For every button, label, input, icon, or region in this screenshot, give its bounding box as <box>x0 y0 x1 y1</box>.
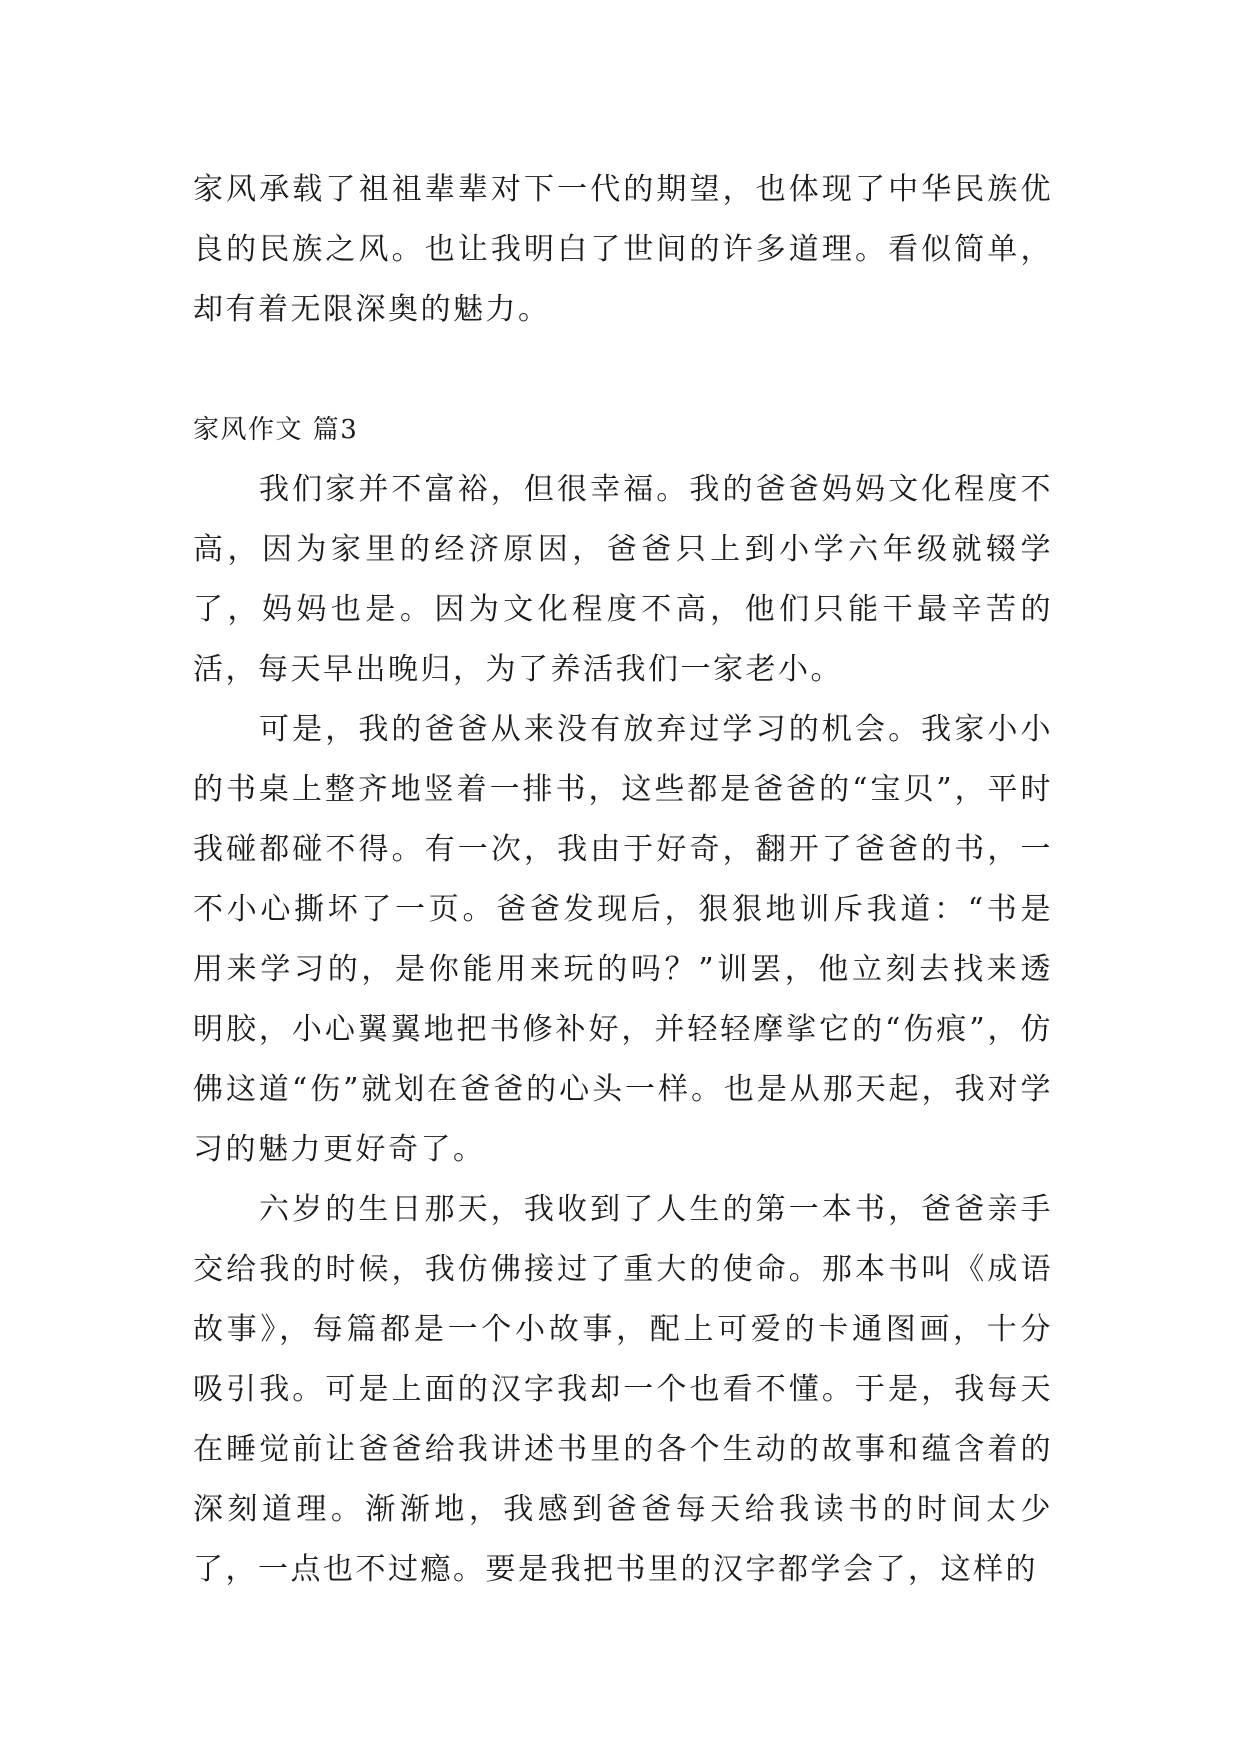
body-paragraph-2: 可是，我的爸爸从来没有放弃过学习的机会。我家小小的书桌上整齐地竖着一排书，这些都是爸爸的“宝贝”，平时我碰都碰不得。有一次，我由于好奇，翻开了爸爸的书，一不小心撕坏了一页。爸爸发现后，狠狠地训斥我道：“书是用来学习的，是你能用来玩的吗？”训罢，他立刻去找来透明胶，小心翼翼地把书修补好，并轻轻摩挲它的“伤痕”，仿佛这道“伤”就划在爸爸的心头一样。也是从那天起，我对学习的魅力更好奇了。 <box>193 712 1053 1167</box>
section-title: 家风作文 篇3 <box>193 415 359 445</box>
document-body <box>193 160 1053 1600</box>
body-paragraph-3: 六岁的生日那天，我收到了人生的第一本书，爸爸亲手交给我的时候，我仿佛接过了重大的使命。那本书叫《成语故事》，每篇都是一个小故事，配上可爱的卡通图画，十分吸引我。可是上面的汉字我却一个也看不懂。于是，我每天在睡觉前让爸爸给我讲述书里的各个生动的故事和蕴含着的深刻道理。渐渐地，我感到爸爸每天给我读书的时间太少了，一点也不过瘾。要是我把书里的汉字都学会了，这样的 <box>193 1192 1053 1587</box>
body-paragraph-1: 我们家并不富裕，但很幸福。我的爸爸妈妈文化程度不高，因为家里的经济原因，爸爸只上到小学六年级就辍学了，妈妈也是。因为文化程度不高，他们只能干最辛苦的活，每天早出晚归，为了养活我们一家老小。 <box>193 472 1053 687</box>
intro-paragraph: 家风承载了祖祖辈辈对下一代的期望，也体现了中华民族优良的民族之风。也让我明白了世间的许多道理。看似简单，却有着无限深奥的魅力。 <box>193 172 1053 327</box>
